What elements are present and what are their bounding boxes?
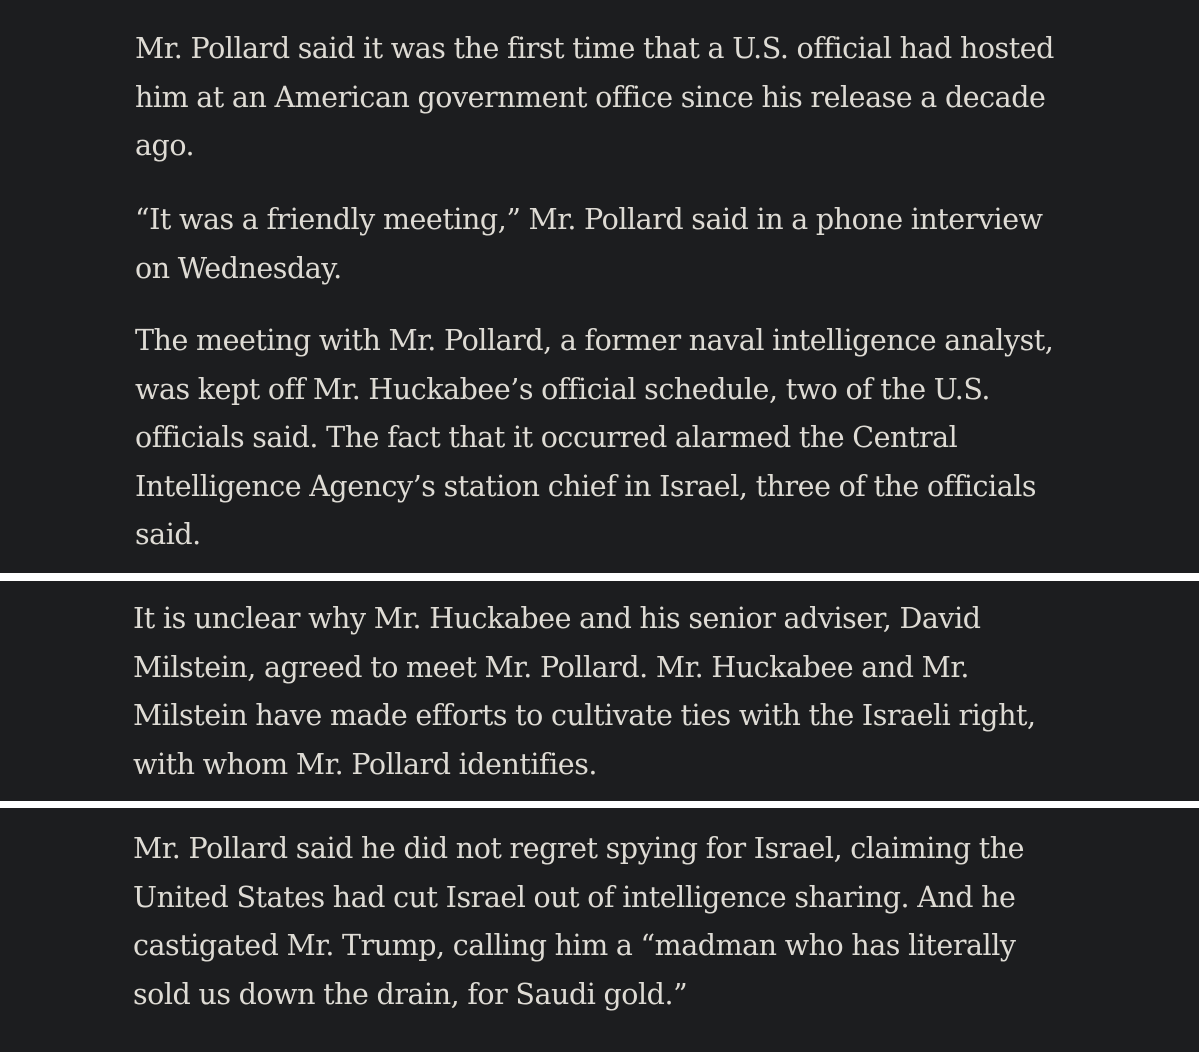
paragraph-no-regret-spying bbox=[133, 825, 1024, 1019]
text-line: Milstein have made efforts to cultivate ties with the Israeli right, bbox=[133, 699, 1036, 732]
text-line: Mr. Pollard said he did not regret spying for Israel, claiming the bbox=[133, 832, 1025, 865]
text-line: officials said. The fact that it occurred alarmed the Central bbox=[135, 421, 958, 454]
text-line: ago. bbox=[135, 129, 195, 162]
text-line: United States had cut Israel out of intelligence sharing. And he bbox=[133, 880, 1016, 914]
text-line: sold us down the drain, for Saudi gold.” bbox=[133, 977, 688, 1011]
paragraph-meeting-off-schedule bbox=[135, 317, 1053, 560]
text-line: Mr. Pollard said it was the first time that a U.S. official had hosted bbox=[135, 32, 1054, 65]
paragraph-unclear-why bbox=[133, 595, 1036, 789]
paragraph-friendly-meeting-quote bbox=[135, 196, 1043, 293]
text-line: was kept off Mr. Huckabee’s official schedule, two of the U.S. bbox=[135, 372, 991, 406]
paragraph-first-time-hosted bbox=[135, 25, 1054, 171]
text-line: said. bbox=[135, 518, 201, 551]
text-line: It is unclear why Mr. Huckabee and his senior adviser, David bbox=[133, 602, 981, 635]
article-excerpt-panel-3 bbox=[0, 808, 1199, 1052]
article-excerpt-panel-2 bbox=[0, 581, 1199, 801]
text-line: “It was a friendly meeting,” Mr. Pollard said in a phone interview bbox=[135, 203, 1043, 236]
text-line: on Wednesday. bbox=[135, 251, 342, 285]
text-line: with whom Mr. Pollard identifies. bbox=[133, 747, 598, 781]
text-line: castigated Mr. Trump, calling him a “madman who has literally bbox=[133, 929, 1016, 962]
text-line: him at an American government office since his release a decade bbox=[135, 80, 1046, 114]
text-line: Intelligence Agency’s station chief in Israel, three of the officials bbox=[135, 469, 1037, 503]
text-line: Milstein, agreed to meet Mr. Pollard. Mr. Huckabee and Mr. bbox=[133, 650, 970, 684]
text-line: The meeting with Mr. Pollard, a former naval intelligence analyst, bbox=[135, 324, 1054, 357]
